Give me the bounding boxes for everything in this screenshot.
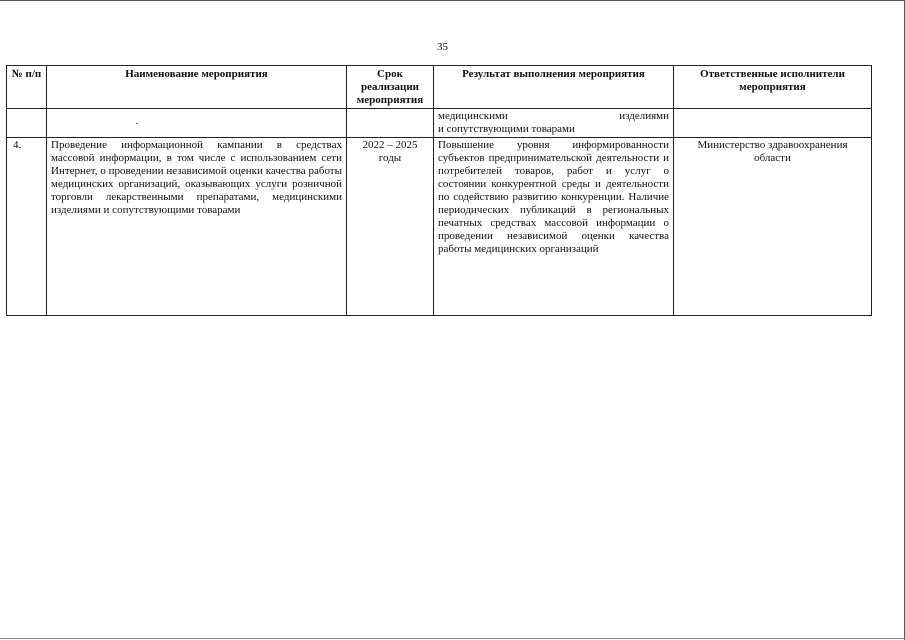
row-measure-name: Проведение информационной кампании в средствах массовой информации, в том числе с использованием сети Интернет, о проведении независимой оценки качества работы медицинских организаций, оказывающих услуги розничной торговли лекарственными препаратами, медицинскими изделиями и сопутствующими товарами [47, 138, 347, 316]
stray-mark: · [135, 118, 139, 130]
continued-line: и сопутствующими товарами [438, 123, 575, 135]
header-term: Срок реализации мероприятия [347, 66, 434, 109]
cell-empty [347, 109, 434, 138]
continuation-row [7, 109, 872, 138]
table-row [7, 138, 872, 316]
row-responsible: Министерство здравоохранения области [674, 138, 872, 316]
cell-empty [674, 109, 872, 138]
header-result: Результат выполнения мероприятия [434, 66, 674, 109]
cell-empty [7, 109, 47, 138]
row-term: 2022 – 2025 годы [347, 138, 434, 316]
cell-continued-result [434, 109, 674, 138]
top-edge-line [0, 0, 905, 1]
bottom-edge-line [0, 638, 905, 639]
header-num: № п/п [7, 66, 47, 109]
cell-mark [47, 109, 347, 138]
measures-table [6, 65, 872, 316]
table-header-row [7, 66, 872, 109]
header-name: Наименование мероприятия [47, 66, 347, 109]
row-result: Повышение уровня информированности субъектов предпринимательской деятельности и потребителей товаров, работ и услуг о состоянии конкурентной среды и деятельности по содействию развитию конкуренции. Наличие периодических публикаций в региональных печатных средствах массовой информации о проведении независимой оценки качества работы медицинских организаций [434, 138, 674, 316]
continued-line: медицинскими изделиями [438, 110, 669, 122]
row-number: 4. [7, 138, 47, 316]
page-number: 35 [437, 41, 448, 53]
header-responsible: Ответственные исполнители мероприятия [674, 66, 872, 109]
